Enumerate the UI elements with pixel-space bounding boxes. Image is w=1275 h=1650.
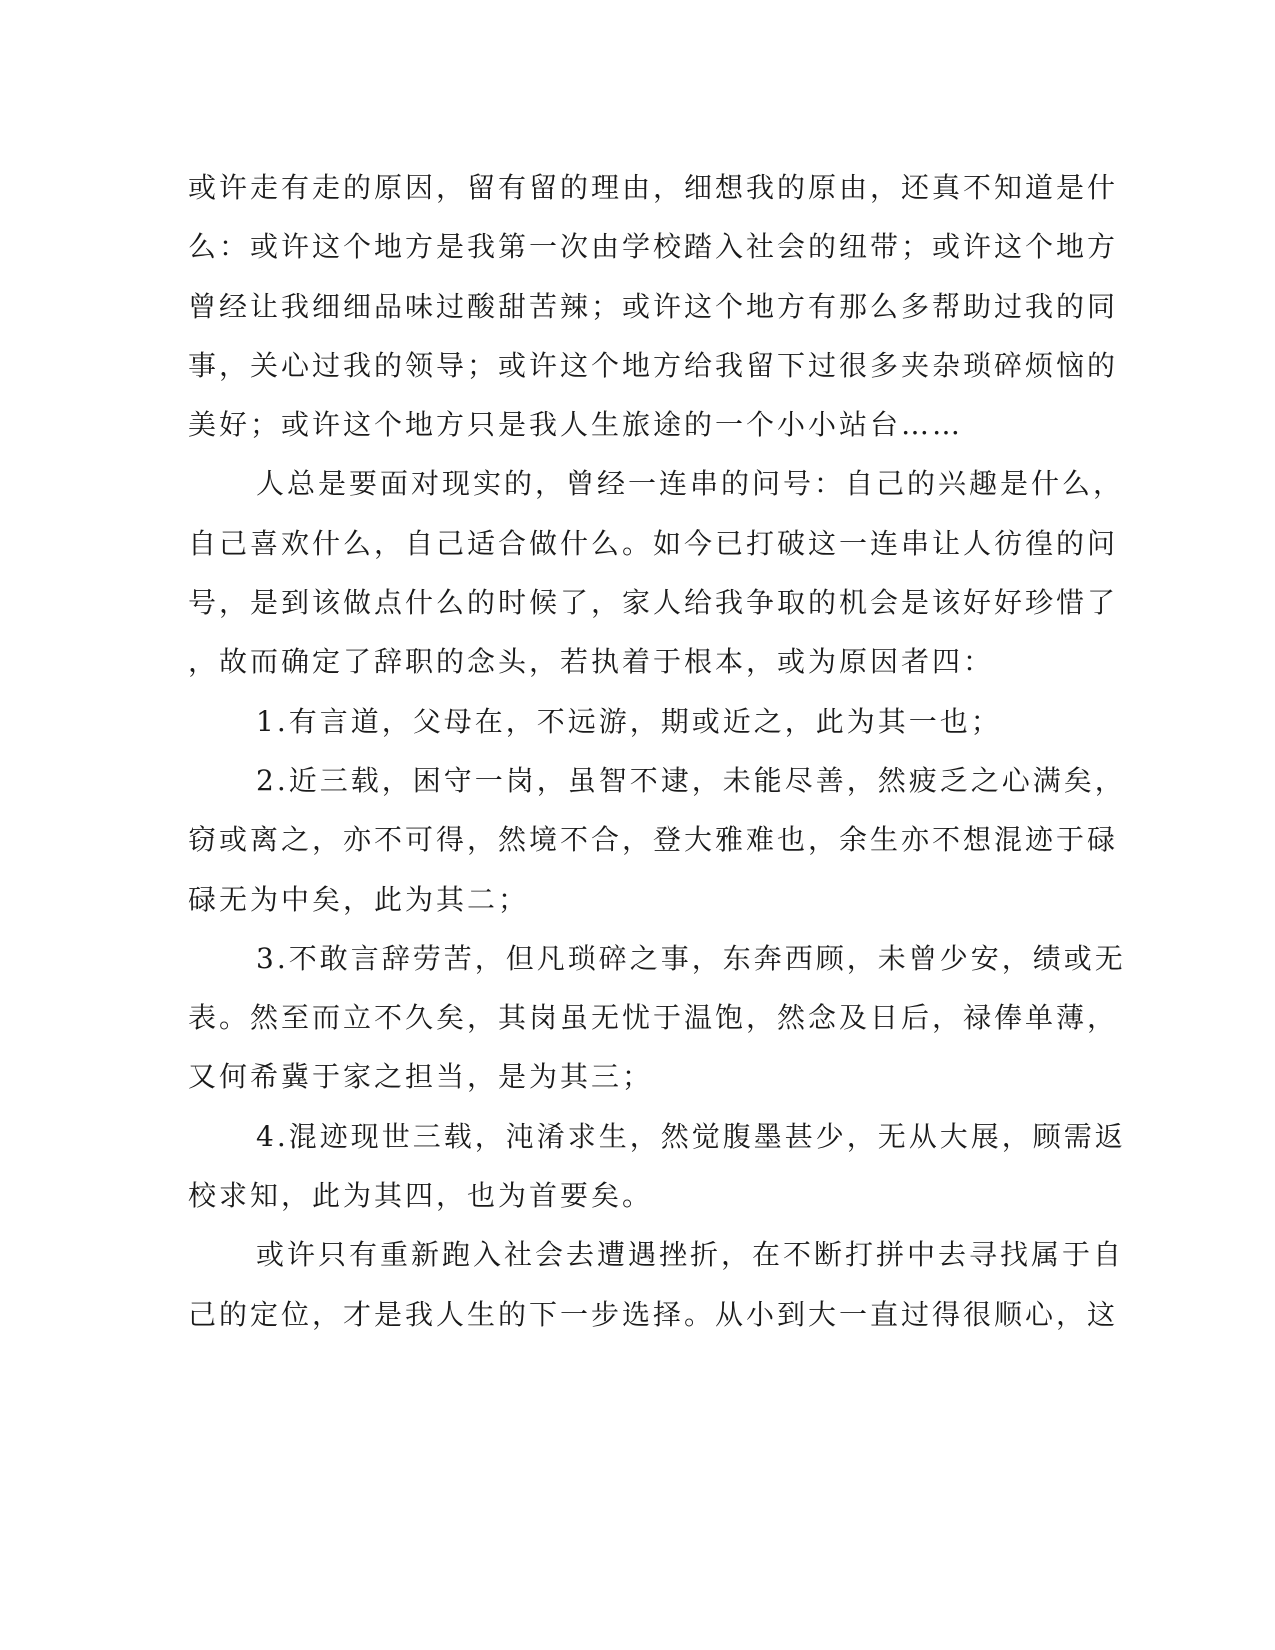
text-line: 校求知，此为其四，也为首要矣。 (188, 1179, 654, 1213)
text-line: 又何希冀于家之担当，是为其三； (188, 1060, 654, 1094)
text-line: 美好；或许这个地方只是我人生旅途的一个小小站台…… (188, 408, 964, 442)
text-line: ，故而确定了辞职的念头，若执着于根本，或为原因者四： (188, 645, 995, 679)
text-line: 事，关心过我的领导；或许这个地方给我留下过很多夹杂琐碎烦恼的 (188, 348, 1119, 382)
list-item-2: 2.近三载，困守一岗，虽智不逮，未能尽善，然疲乏之心满矣， (256, 763, 1126, 797)
paragraph-first-line: 人总是要面对现实的，曾经一连串的问号：自己的兴趣是什么， (256, 467, 1125, 501)
text-line: 窃或离之，亦不可得，然境不合，登大雅难也，余生亦不想混迹于碌 (188, 823, 1119, 857)
text-line: 号，是到该做点什么的时候了，家人给我争取的机会是该好好珍惜了 (188, 586, 1119, 620)
text-line: 么：或许这个地方是我第一次由学校踏入社会的纽带；或许这个地方 (188, 230, 1119, 264)
document-body (188, 158, 1126, 1344)
text-line: 曾经让我细细品味过酸甜苦辣；或许这个地方有那么多帮助过我的同 (188, 289, 1119, 323)
list-item-1: 1.有言道，父母在，不远游，期或近之，此为其一也； (256, 704, 1002, 738)
paragraph-first-line: 或许只有重新跑入社会去遭遇挫折，在不断打拼中去寻找属于自 (256, 1238, 1125, 1272)
text-line: 碌无为中矣，此为其二； (188, 882, 530, 916)
list-item-4: 4.混迹现世三载，沌淆求生，然觉腹墨甚少，无从大展，顾需返 (256, 1119, 1126, 1153)
text-line: 表。然至而立不久矣，其岗虽无忧于温饱，然念及日后，禄俸单薄， (188, 1001, 1119, 1035)
list-item-3: 3.不敢言辞劳苦，但凡琐碎之事，东奔西顾，未曾少安，绩或无 (256, 941, 1126, 975)
text-line: 己的定位，才是我人生的下一步选择。从小到大一直过得很顺心，这 (188, 1297, 1119, 1331)
text-line: 自己喜欢什么，自己适合做什么。如今已打破这一连串让人彷徨的问 (188, 526, 1119, 560)
text-line: 或许走有走的原因，留有留的理由，细想我的原由，还真不知道是什 (188, 171, 1119, 204)
